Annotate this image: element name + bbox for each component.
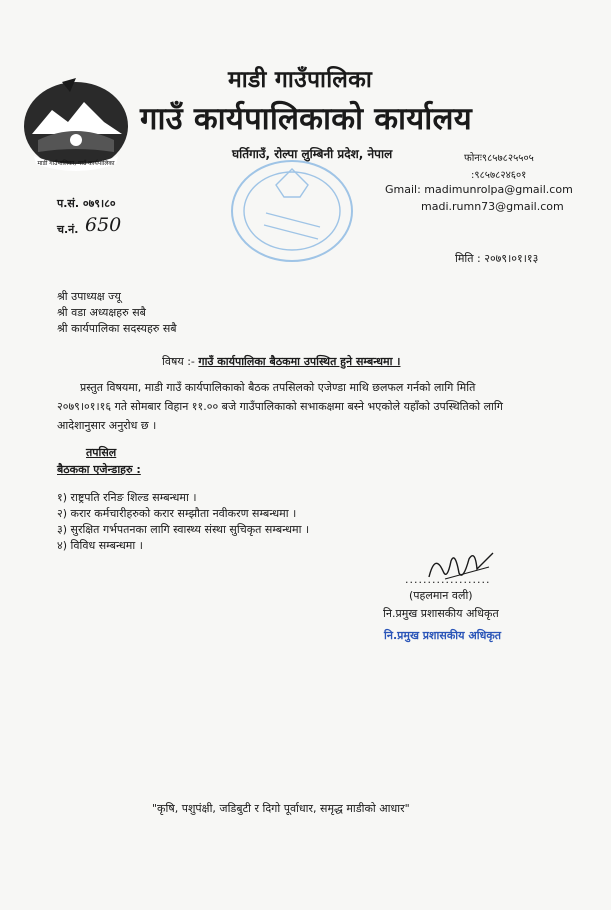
subject-text: गाउँ कार्यपालिका बैठकमा उपस्थित हुने सम्बन्धमा । — [198, 355, 401, 368]
letter-date: मिति : २०७९।०१।१३ — [455, 252, 539, 265]
agenda-item-1: १) राष्ट्रपति रनिङ शिल्ड सम्बन्धमा । — [57, 491, 197, 504]
body-line-3: आदेशानुसार अनुरोध छ । — [57, 419, 157, 432]
signatory-stamp-title: नि.प्रमुख प्रशासकीय अधिकृत — [384, 629, 502, 642]
body-line-2: २०७९।०१।१६ गते सोमबार विहान ११.०० बजे गाउँपालिकाको सभाकक्षमा बस्ने भएकोले यहाँको उपस्थितिको लागि — [57, 400, 503, 413]
tapasil-heading: तपसिल — [86, 446, 117, 459]
agenda-item-4: ४) विविध सम्बन्धमा । — [57, 539, 143, 552]
agenda-heading: बैठकका एजेन्डाहरु : — [57, 463, 141, 476]
subject-label: विषय :- — [162, 355, 195, 368]
nepal-emblem-icon — [18, 74, 134, 174]
signatory-name: (पहलमान वली) — [409, 589, 473, 602]
phone-1: फोनः९८५७८२५५०५ — [464, 153, 534, 164]
office-address: घर्तिगाउँ, रोल्पा लुम्बिनी प्रदेश, नेपाल — [232, 147, 393, 161]
body-line-1: प्रस्तुत विषयमा, माडी गाउँ कार्यपालिकाको बैठक तपसिलको एजेण्डा माथि छलफल गर्नको लागि मिति — [80, 381, 476, 394]
phone-2: :९८५७८२४६०१ — [471, 170, 527, 181]
agenda-item-2: २) करार कर्मचारीहरुको करार सम्झौता नवीकरण सम्बन्धमा । — [57, 507, 297, 520]
subject-line — [162, 354, 400, 369]
recipient-2: श्री वडा अध्यक्षहरु सबै — [57, 306, 146, 319]
patra-sankhya: प.सं. ०७९।८० — [57, 197, 116, 210]
emblem-caption: माडी गाउँपालिका, गाउँ कार्यपालिका — [37, 160, 115, 167]
chalani-label: च.नं. — [57, 223, 79, 236]
signatory-title: नि.प्रमुख प्रशासकीय अधिकृत — [383, 607, 499, 620]
chalani-number: 650 — [85, 214, 122, 236]
signature-dots: ................... — [405, 573, 491, 586]
secondary-email: madi.rumn73@gmail.com — [421, 200, 564, 213]
agenda-item-3: ३) सुरक्षित गर्भपतनका लागि स्वास्थ्य संस्था सुचिकृत सम्बन्धमा । — [57, 523, 310, 536]
municipality-name: माडी गाउँपालिका — [228, 67, 373, 93]
recipient-1: श्री उपाध्यक्ष ज्यू — [57, 290, 121, 303]
office-name: गाउँ कार्यपालिकाको कार्यालय — [140, 101, 472, 137]
footer-slogan: "कृषि, पशुपंक्षी, जडिबुटी र दिगो पूर्वाधार, समृद्ध माडीको आधार" — [152, 802, 410, 815]
recipient-3: श्री कार्यपालिका सदस्यहरु सबै — [57, 322, 177, 335]
office-stamp-icon — [226, 155, 358, 267]
gmail-address: Gmail: madimunrolpa@gmail.com — [385, 183, 573, 196]
